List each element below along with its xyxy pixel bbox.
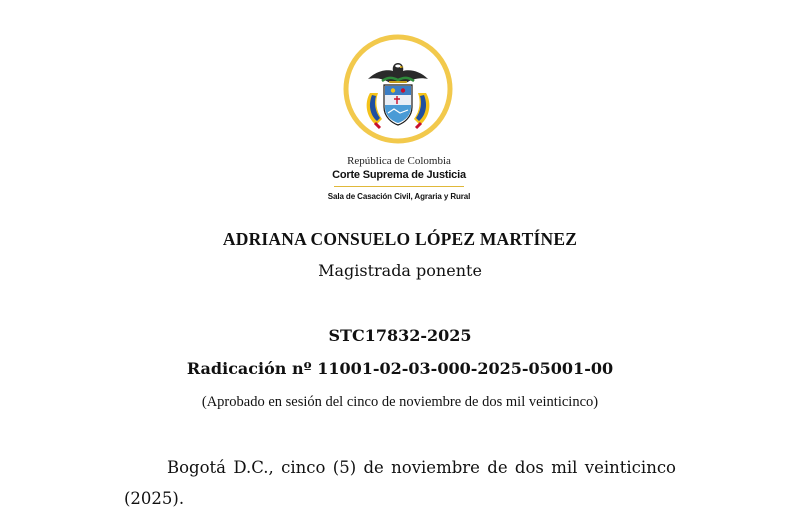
court-name: Corte Suprema de Justicia <box>332 169 466 181</box>
institution-block <box>304 154 494 202</box>
case-code: STC17832-2025 <box>328 326 472 345</box>
colombia-coat-of-arms-seal-icon <box>342 33 454 145</box>
magistrate-role: Magistrada ponente <box>318 261 482 280</box>
radication-number: Radicación nº 11001-02-03-000-2025-05001-00 <box>186 359 614 378</box>
country-name: República de Colombia <box>347 155 451 167</box>
date-paragraph: Bogotá D.C., cinco (5) de noviembre de dos mil veinticinco (2025). <box>124 458 676 508</box>
chamber-name: Sala de Casación Civil, Agraria y Rural <box>327 192 471 201</box>
approval-note: (Aprobado en sesión del cinco de noviembre de dos mil veinticinco) <box>201 394 599 410</box>
magistrate-name: ADRIANA CONSUELO LÓPEZ MARTÍNEZ <box>222 229 578 249</box>
gold-divider <box>334 186 464 187</box>
